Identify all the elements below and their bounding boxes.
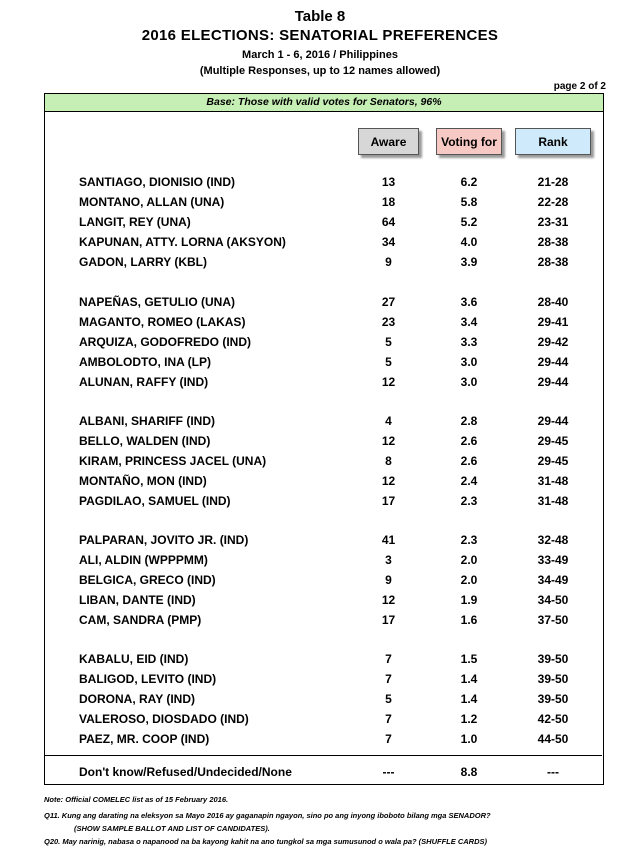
row-aware: 5 (385, 692, 392, 706)
response-note: (Multiple Responses, up to 12 names allowed) (199, 65, 441, 77)
table-row (45, 372, 605, 392)
table-row (45, 689, 605, 709)
row-aware: 9 (385, 573, 392, 587)
row-aware: 41 (381, 533, 396, 547)
row-rank: 28-40 (537, 295, 569, 309)
table-row (45, 610, 605, 630)
table-row (45, 729, 605, 749)
table-row (45, 709, 605, 729)
row-rank: 23-31 (537, 215, 569, 229)
row-rank: --- (547, 765, 559, 779)
row-rank: 33-49 (537, 553, 569, 567)
candidate-group (45, 649, 605, 749)
table-row (45, 570, 605, 590)
row-voting: 1.4 (460, 692, 478, 706)
row-name: KAPUNAN, ATTY. LORNA (AKSYON) (79, 235, 286, 249)
survey-date: March 1 - 6, 2016 / Philippines (242, 49, 398, 61)
row-aware: 7 (385, 732, 392, 746)
row-voting: 1.2 (460, 712, 478, 726)
row-aware: 12 (381, 375, 396, 389)
row-aware: 23 (381, 315, 396, 329)
row-rank: 39-50 (537, 692, 569, 706)
row-aware: 3 (385, 553, 392, 567)
row-name: MAGANTO, ROMEO (LAKAS) (79, 315, 246, 329)
table-row (45, 669, 605, 689)
row-name: BELGICA, GRECO (IND) (79, 573, 216, 587)
row-voting: 8.8 (460, 765, 478, 779)
row-aware: 7 (385, 712, 392, 726)
table-row (45, 530, 605, 550)
row-aware: 17 (381, 494, 396, 508)
row-aware: 9 (385, 255, 392, 269)
table-row (45, 352, 605, 372)
footnote-q11-instruction: (SHOW SAMPLE BALLOT AND LIST OF CANDIDATES). (74, 824, 270, 833)
row-name: LIBAN, DANTE (IND) (79, 593, 196, 607)
row-voting: 2.6 (460, 434, 478, 448)
row-voting: 3.6 (460, 295, 478, 309)
table-row (45, 332, 605, 352)
table-row (45, 212, 605, 232)
table-row (45, 649, 605, 669)
row-rank: 29-41 (537, 315, 569, 329)
row-voting: 5.8 (460, 195, 478, 209)
row-name: VALEROSO, DIOSDADO (IND) (79, 712, 249, 726)
base-note: Base: Those with valid votes for Senators, 96% (45, 94, 603, 112)
row-name: NAPEÑAS, GETULIO (UNA) (79, 295, 235, 309)
row-aware: 8 (385, 454, 392, 468)
row-rank: 31-48 (537, 494, 569, 508)
row-rank: 39-50 (537, 672, 569, 686)
row-voting: 1.5 (460, 652, 478, 666)
row-rank: 29-44 (537, 414, 569, 428)
row-name: CAM, SANDRA (PMP) (79, 613, 202, 627)
table-label: Table 8 (294, 8, 346, 25)
table-row (45, 192, 605, 212)
row-name: DORONA, RAY (IND) (79, 692, 196, 706)
row-rank: 22-28 (537, 195, 569, 209)
row-aware: 7 (385, 672, 392, 686)
row-name: ALUNAN, RAFFY (IND) (79, 375, 209, 389)
row-voting: 4.0 (460, 235, 478, 249)
page-indicator: page 2 of 2 (553, 81, 606, 92)
row-rank: 28-38 (537, 255, 569, 269)
row-aware: --- (382, 765, 395, 779)
row-name: MONTAÑO, MON (IND) (79, 474, 207, 488)
row-voting: 2.0 (460, 553, 478, 567)
table-row (45, 431, 605, 451)
row-voting: 2.3 (460, 533, 478, 547)
candidate-group (45, 530, 605, 630)
row-name: PAGDILAO, SAMUEL (IND) (79, 494, 231, 508)
table-row (45, 292, 605, 312)
row-rank: 29-44 (537, 355, 569, 369)
divider (45, 755, 602, 756)
table-row (45, 252, 605, 272)
row-rank: 39-50 (537, 652, 569, 666)
row-aware: 12 (381, 593, 396, 607)
row-rank: 29-42 (537, 335, 569, 349)
column-header-aware: Aware (358, 128, 419, 155)
row-name: Don't know/Refused/Undecided/None (79, 765, 292, 779)
row-name: LANGIT, REY (UNA) (79, 215, 191, 229)
row-voting: 2.4 (460, 474, 478, 488)
row-aware: 18 (381, 195, 396, 209)
row-name: AMBOLODTO, INA (LP) (79, 355, 211, 369)
row-name: PALPARAN, JOVITO JR. (IND) (79, 533, 249, 547)
row-aware: 12 (381, 434, 396, 448)
row-rank: 29-45 (537, 434, 569, 448)
row-rank: 34-50 (537, 593, 569, 607)
row-name: BALIGOD, LEVITO (IND) (79, 672, 217, 686)
row-rank: 34-49 (537, 573, 569, 587)
row-name: ALBANI, SHARIFF (IND) (79, 414, 215, 428)
row-aware: 13 (381, 175, 396, 189)
row-aware: 7 (385, 652, 392, 666)
row-voting: 2.8 (460, 414, 478, 428)
row-voting: 3.0 (460, 375, 478, 389)
row-aware: 34 (381, 235, 396, 249)
footnote-q11: Q11. Kung ang darating na eleksyon sa Mayo 2016 ay gaganapin ngayon, sino po ang inyong iboboto bilang mga SENADOR? (44, 811, 491, 820)
table-row (45, 232, 605, 252)
column-header-voting: Voting for (436, 128, 502, 155)
row-voting: 1.6 (460, 613, 478, 627)
row-rank: 29-44 (537, 375, 569, 389)
candidate-group (45, 292, 605, 392)
table-row (45, 312, 605, 332)
candidate-group (45, 411, 605, 511)
column-header-rank: Rank (515, 128, 591, 155)
row-voting: 3.9 (460, 255, 478, 269)
row-rank: 32-48 (537, 533, 569, 547)
row-voting: 1.0 (460, 732, 478, 746)
table-row (45, 590, 605, 610)
row-voting: 3.0 (460, 355, 478, 369)
table-row (45, 172, 605, 192)
row-aware: 12 (381, 474, 396, 488)
table-row (45, 491, 605, 511)
table-row (45, 550, 605, 570)
row-voting: 3.4 (460, 315, 478, 329)
row-rank: 44-50 (537, 732, 569, 746)
row-aware: 5 (385, 355, 392, 369)
row-name: ARQUIZA, GODOFREDO (IND) (79, 335, 251, 349)
row-aware: 27 (381, 295, 396, 309)
row-rank: 37-50 (537, 613, 569, 627)
candidate-group (45, 172, 605, 272)
dont-know-row (45, 762, 605, 782)
row-aware: 17 (381, 613, 396, 627)
row-voting: 2.3 (460, 494, 478, 508)
row-voting: 2.0 (460, 573, 478, 587)
row-name: PAEZ, MR. COOP (IND) (79, 732, 210, 746)
row-name: BELLO, WALDEN (IND) (79, 434, 211, 448)
row-voting: 2.6 (460, 454, 478, 468)
footnote-note: Note: Official COMELEC list as of 15 February 2016. (44, 795, 229, 804)
row-rank: 28-38 (537, 235, 569, 249)
table-row (45, 471, 605, 491)
row-name: KABALU, EID (IND) (79, 652, 189, 666)
row-aware: 64 (381, 215, 396, 229)
row-voting: 6.2 (460, 175, 478, 189)
row-rank: 29-45 (537, 454, 569, 468)
row-name: MONTANO, ALLAN (UNA) (79, 195, 225, 209)
row-rank: 31-48 (537, 474, 569, 488)
results-table (44, 93, 604, 785)
row-voting: 1.9 (460, 593, 478, 607)
footnote-q20: Q20. May narinig, nabasa o napanood na ba kayong kahit na ano tungkol sa mga sumusunod o wala pa? (SHUFFLE CARDS) (44, 837, 487, 846)
row-name: KIRAM, PRINCESS JACEL (UNA) (79, 454, 267, 468)
row-name: ALI, ALDIN (WPPPMM) (79, 553, 208, 567)
row-voting: 3.3 (460, 335, 478, 349)
table-row (45, 411, 605, 431)
row-aware: 4 (385, 414, 392, 428)
row-voting: 5.2 (460, 215, 478, 229)
row-rank: 21-28 (537, 175, 569, 189)
row-name: GADON, LARRY (KBL) (79, 255, 207, 269)
table-title: 2016 ELECTIONS: SENATORIAL PREFERENCES (141, 27, 499, 44)
row-name: SANTIAGO, DIONISIO (IND) (79, 175, 235, 189)
row-rank: 42-50 (537, 712, 569, 726)
table-row (45, 451, 605, 471)
row-aware: 5 (385, 335, 392, 349)
row-voting: 1.4 (460, 672, 478, 686)
